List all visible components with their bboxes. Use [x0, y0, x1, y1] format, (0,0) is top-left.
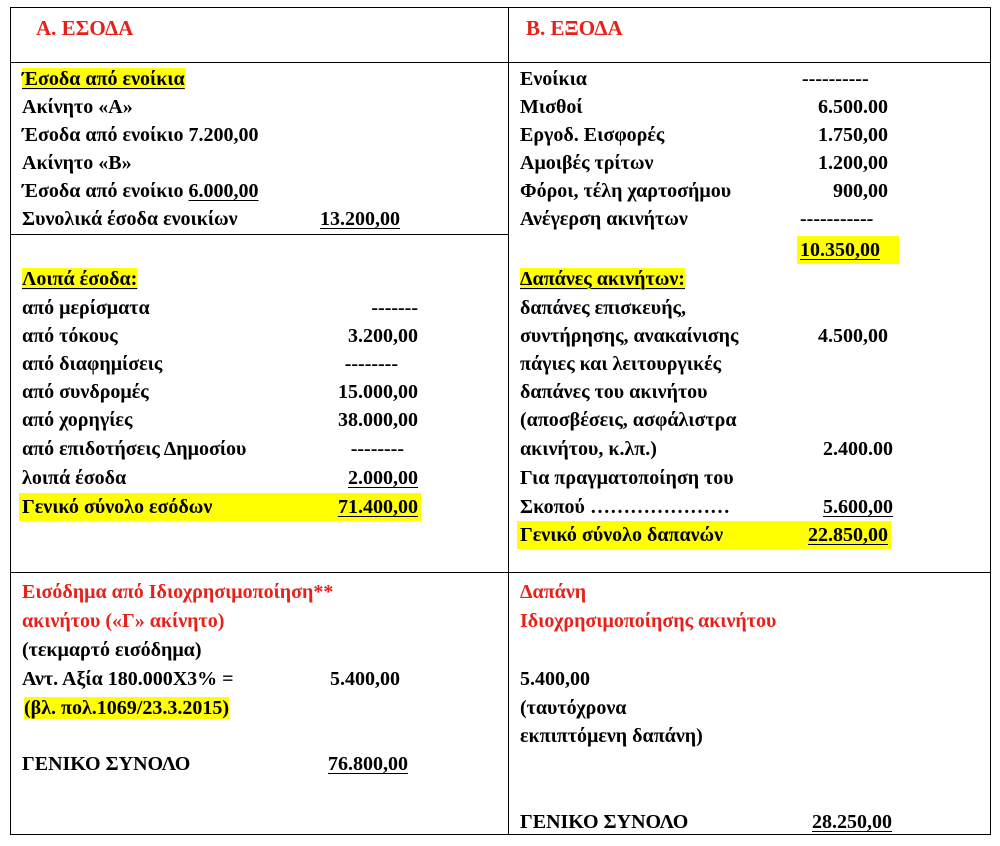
fixed-cost-line-3: (αποσβέσεις, ασφάλιστρα	[520, 409, 737, 431]
rent-b-line: Έσοδα από ενοίκιο 6.000,00	[22, 180, 259, 202]
income-total-value: 76.800,00	[328, 753, 408, 775]
rent-b-value: 6.000,00	[188, 180, 259, 202]
expense-total-value: 28.250,00	[812, 811, 892, 833]
imputed-income-calc-value: 5.400,00	[330, 668, 400, 690]
fixed-cost-line-4: ακινήτου, κ.λπ.)	[520, 438, 657, 460]
imputed-expense-value: 5.400,00	[520, 668, 590, 690]
other-income-value: 15.000,00	[338, 381, 418, 403]
bottom-section-divider	[10, 572, 991, 573]
other-income-value: -------	[371, 297, 418, 319]
other-income-label: από επιδοτήσεις Δημοσίου	[22, 438, 247, 460]
income-grand-total-label: Γενικό σύνολο εσόδων	[22, 496, 213, 518]
expense-grand-total-label: Γενικό σύνολο δαπανών	[520, 524, 724, 546]
expense-value: ----------	[802, 68, 869, 90]
expense-label: Φόροι, τέλη χαρτοσήμου	[520, 180, 732, 202]
rent-income-title: Έσοδα από ενοίκια	[22, 68, 185, 90]
income-total-label: ΓΕΝΙΚΟ ΣΥΝΟΛΟ	[22, 753, 191, 775]
other-income-label: από συνδρομές	[22, 381, 149, 403]
purpose-line-2: Σκοπού …………………	[520, 496, 730, 518]
expense-value: 1.200,00	[818, 152, 888, 174]
expenses-header: Β. ΕΞΟΔΑ	[526, 16, 623, 40]
rent-total-value: 13.200,00	[320, 208, 400, 230]
imputed-expense-title-2: Ιδιοχρησιμοποίησης ακινήτου	[520, 610, 777, 632]
fixed-cost-value: 2.400.00	[823, 438, 893, 460]
rent-total-label: Συνολικά έσοδα ενοικίων	[22, 208, 238, 230]
column-divider	[508, 7, 509, 835]
expense-total-label: ΓΕΝΙΚΟ ΣΥΝΟΛΟ	[520, 811, 689, 833]
imputed-income-note: (τεκμαρτό εισόδημα)	[22, 639, 202, 661]
property-b-label: Ακίνητο «Β»	[22, 152, 132, 174]
expense-value: -----------	[800, 208, 874, 230]
other-income-label: λοιπά έσοδα	[22, 467, 127, 489]
fixed-cost-line-1: πάγιες και λειτουργικές	[520, 353, 722, 375]
other-income-value: 2.000,00	[348, 467, 418, 489]
imputed-income-title-1: Εισόδημα από Ιδιοχρησιμοποίηση**	[22, 581, 334, 603]
repair-line-1: δαπάνες επισκευής,	[520, 297, 686, 319]
expense-label: Ενοίκια	[520, 68, 587, 90]
repair-line-2: συντήρησης, ανακαίνισης	[520, 325, 739, 347]
other-income-label: από τόκους	[22, 325, 118, 347]
expense-value: 1.750,00	[818, 124, 888, 146]
expense-grand-total-value: 22.850,00	[808, 524, 888, 546]
expense-label: Αμοιβές τρίτων	[520, 152, 654, 174]
other-income-label: από χορηγίες	[22, 409, 133, 431]
other-income-label: από μερίσματα	[22, 297, 150, 319]
expense-value: 900,00	[833, 180, 888, 202]
imputed-income-reference: (βλ. πολ.1069/23.3.2015)	[24, 697, 230, 719]
other-income-value: 38.000,00	[338, 409, 418, 431]
imputed-expense-title-1: Δαπάνη	[520, 581, 587, 603]
rent-a-line: Έσοδα από ενοίκιο 7.200,00	[22, 124, 259, 146]
imputed-income-title-2: ακινήτου («Γ» ακίνητο)	[22, 610, 225, 632]
purpose-value: 5.600,00	[823, 496, 893, 518]
other-income-value: 3.200,00	[348, 325, 418, 347]
imputed-expense-note-1: (ταυτόχρονα	[520, 697, 627, 719]
repair-value: 4.500,00	[818, 325, 888, 347]
other-income-title: Λοιπά έσοδα:	[22, 268, 138, 290]
header-row-divider	[10, 62, 991, 63]
expense-subtotal: 10.350,00	[800, 239, 880, 261]
income-rent-divider	[10, 234, 509, 235]
other-income-value: --------	[350, 438, 404, 460]
expense-value: 6.500.00	[818, 96, 888, 118]
income-grand-total-value: 71.400,00	[338, 496, 418, 518]
imputed-income-calc-label: Αντ. Αξία 180.000Χ3% =	[22, 668, 234, 690]
income-header: Α. ΕΣΟΔΑ	[36, 16, 134, 40]
expense-label: Μισθοί	[520, 96, 583, 118]
fixed-cost-line-2: δαπάνες του ακινήτου	[520, 381, 708, 403]
property-a-label: Ακίνητο «Α»	[22, 96, 133, 118]
other-income-label: από διαφημίσεις	[22, 353, 163, 375]
imputed-expense-note-2: εκπιπτόμενη δαπάνη)	[520, 725, 703, 747]
expense-label: Ανέγερση ακινήτων	[520, 208, 688, 230]
property-expenses-title: Δαπάνες ακινήτων:	[520, 268, 685, 290]
other-income-value: --------	[344, 353, 398, 375]
purpose-line-1: Για πραγματοποίηση του	[520, 467, 734, 489]
expense-label: Εργοδ. Εισφορές	[520, 124, 665, 146]
